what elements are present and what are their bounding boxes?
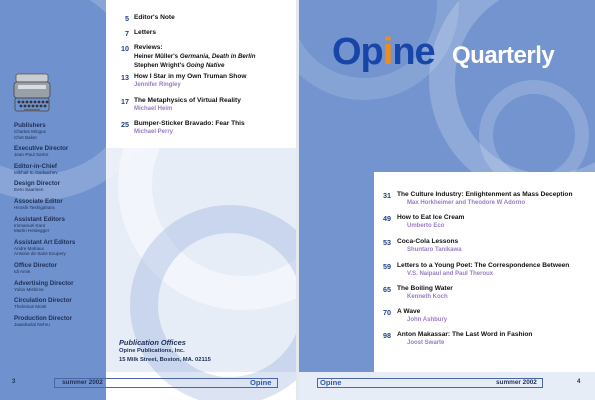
masthead-name: Antoine de Saint Exupery: [14, 251, 66, 257]
publication-offices: [119, 338, 289, 365]
publication-offices-heading: Publication Offices: [119, 338, 186, 347]
toc-subtitle-text: Stephen Wright's: [134, 62, 187, 69]
toc-author: John Ashbury: [407, 317, 448, 323]
footer-logo: Opine: [250, 378, 272, 387]
masthead-name: Jawaharlal Nehru: [14, 321, 50, 327]
toc-author: Michael Heim: [134, 106, 173, 112]
toc-author: Umberto Eco: [407, 223, 445, 229]
masthead-name: Immanuel Kant: [14, 222, 45, 228]
toc-subtitle-text: Heiner Müller's: [134, 53, 180, 60]
toc-page-number: 49: [383, 214, 391, 223]
masthead-role: Assistant Editors: [14, 215, 65, 223]
page-number: 4: [577, 379, 581, 385]
masthead-role: Production Director: [14, 314, 73, 322]
toc-author: V.S. Naipaul and Paul Theroux: [407, 271, 494, 277]
masthead-role: Circulation Director: [14, 297, 72, 305]
toc-page-number: 59: [383, 262, 391, 271]
masthead-name: Andre Malraux: [14, 245, 44, 251]
toc-title: Anton Makassar: The Last Word in Fashion: [397, 331, 533, 338]
toc-page-number: 17: [121, 97, 129, 106]
toc-page-number: 31: [383, 191, 391, 200]
publication-offices-line: 15 Milk Street, Boston, MA. 02115: [119, 357, 211, 363]
logo-text: ne: [392, 31, 435, 73]
masthead-role: Advertising Director: [14, 279, 74, 287]
toc-page-number: 70: [383, 308, 391, 317]
toc-author: Kenneth Koch: [407, 294, 448, 300]
masthead-name: Martin Heidegger: [14, 228, 50, 234]
toc-author: Michael Perry: [134, 129, 174, 135]
opine-logo: [332, 30, 435, 74]
toc-subtitle: [134, 53, 256, 61]
logo-i: i: [382, 31, 393, 73]
toc-title: Bumper-Sticker Bravado: Fear This: [134, 120, 245, 127]
masthead-role: Assistant Art Editors: [14, 238, 76, 246]
masthead-name: Charles Mingus: [14, 129, 46, 134]
toc-page-number: 5: [125, 14, 129, 23]
toc-title: How to Eat Ice Cream: [397, 214, 465, 221]
toc-page-number: 65: [383, 285, 391, 294]
toc-title: A Wave: [397, 308, 421, 315]
masthead-name: Yukio Mishima: [14, 286, 44, 292]
toc-author: Shuntaro Tanikawa: [407, 247, 462, 253]
masthead: [14, 122, 104, 327]
toc-title: Editor's Note: [134, 14, 175, 21]
logo-text: Op: [332, 31, 383, 73]
footer-logo: Opine: [320, 378, 342, 387]
publication-offices-line: Opine Publications, Inc.: [119, 348, 185, 354]
right-page: [299, 0, 595, 400]
masthead-role: Editor-in-Chief: [14, 162, 57, 170]
masthead-name: Idi Amin: [14, 268, 31, 274]
toc-title: Letters to a Young Poet: The Correspondence Between: [397, 262, 570, 269]
quarterly-logo: Quarterly: [452, 42, 555, 69]
masthead-name: Jean-Paul Sartre: [14, 152, 49, 158]
toc-title: Letters: [134, 29, 156, 36]
toc-subtitle-italic: Germania, Death in Berlin: [179, 53, 256, 60]
toc-author: Joost Swarte: [407, 340, 445, 346]
page-number: 3: [12, 379, 16, 385]
footer-date: summer 2002: [496, 379, 537, 386]
masthead-name: Hiroshi Teshigahara: [14, 204, 55, 210]
masthead-name: Chet Baker: [14, 134, 37, 140]
toc-page-number: 25: [121, 120, 129, 129]
masthead-role: Design Director: [14, 180, 61, 188]
typewriter-icon: [12, 72, 52, 114]
toc-subtitle-italic: Going Native: [186, 62, 225, 69]
masthead-role: Associate Editor: [14, 197, 63, 205]
toc-title: Reviews:: [134, 44, 163, 51]
toc-title: Coca-Cola Lessons: [397, 238, 459, 245]
masthead-role: Publishers: [14, 122, 46, 129]
toc-author: Max Horkheimer and Theodore W Adorno: [407, 200, 526, 206]
toc-page-number: 98: [383, 331, 391, 340]
masthead-role: Office Director: [14, 261, 57, 269]
toc-author: Jennifer Ringley: [134, 82, 181, 88]
toc-subtitle: [134, 62, 224, 70]
toc-page-number: 53: [383, 238, 391, 247]
toc-title: The Boiling Water: [397, 285, 453, 292]
masthead-name: Mikhail S. Gorbachev: [14, 169, 58, 175]
cover-header: [299, 0, 595, 172]
toc-title: The Culture Industry: Enlightenment as Mass Deception: [397, 191, 573, 198]
footer-date: summer 2002: [62, 379, 103, 386]
cover-side-strip: [299, 172, 374, 372]
masthead-name: Eero Saarinen: [14, 187, 44, 193]
toc-title: The Metaphysics of Virtual Reality: [134, 97, 241, 104]
masthead-name: Thelonius Monk: [14, 304, 47, 310]
toc-page-number: 13: [121, 73, 129, 82]
toc-page-number: 10: [121, 44, 129, 53]
toc-page-number: 7: [125, 29, 129, 38]
toc-title: How I Star in my Own Truman Show: [134, 73, 247, 80]
left-page: [0, 0, 296, 400]
masthead-role: Executive Director: [14, 145, 69, 153]
